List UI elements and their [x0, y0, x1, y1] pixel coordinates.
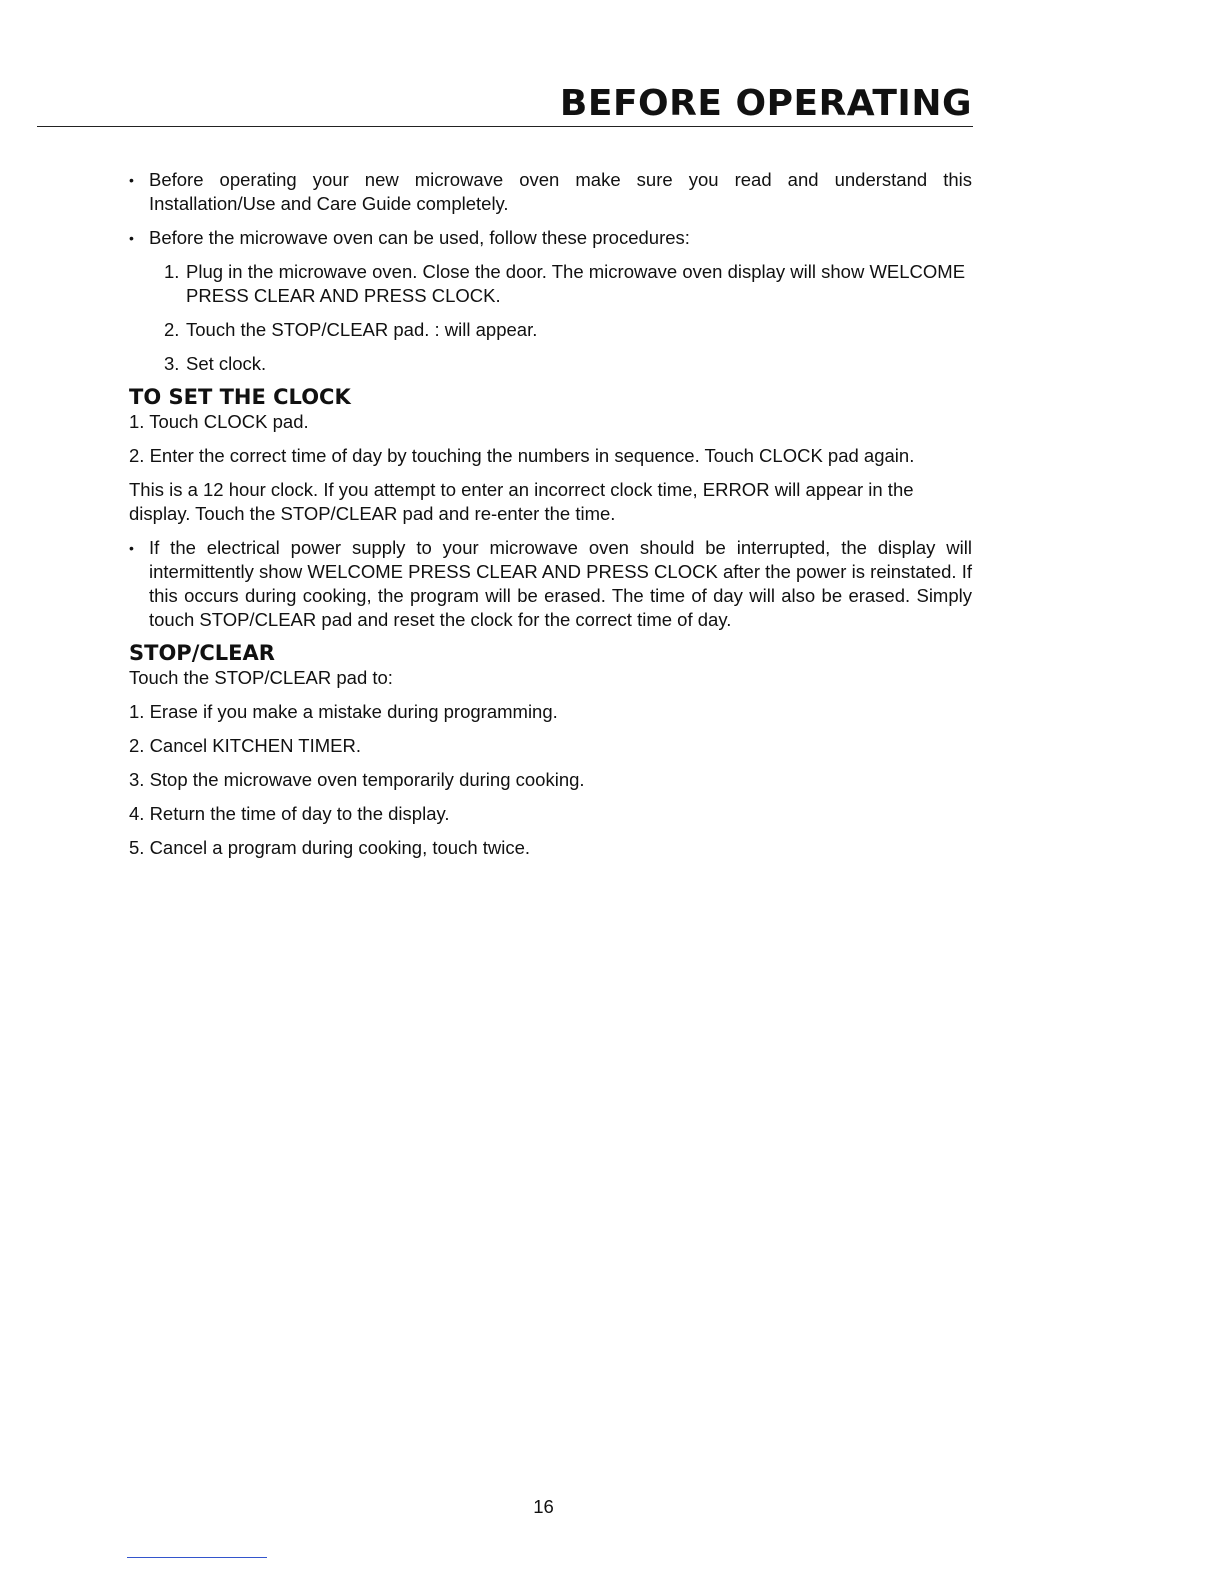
stop-clear-item: 2. Cancel KITCHEN TIMER.: [129, 735, 361, 756]
stop-clear-item: 4. Return the time of day to the display.: [129, 803, 450, 824]
intro-bullet-read-guide: • Before operating your new microwave oven make sure you read and understand this Installation/Use and Care Guide completely.: [129, 168, 972, 216]
step-number: 3.: [164, 353, 180, 374]
step-text: Plug in the microwave oven. Close the door. The microwave oven display will show WELCOME PRESS CLEAR AND PRESS CLOCK.: [186, 261, 966, 306]
procedure-step: [129, 260, 972, 308]
footer-rule: [127, 1557, 267, 1558]
section-heading-stop-clear: STOP/CLEAR: [129, 641, 275, 665]
page-title: BEFORE OPERATING: [559, 83, 972, 124]
page-number: 16: [533, 1496, 554, 1517]
title-rule: [37, 126, 973, 127]
section-heading-set-clock: TO SET THE CLOCK: [129, 385, 351, 409]
step-number: 2.: [164, 319, 180, 340]
stop-clear-item: 5. Cancel a program during cooking, touch twice.: [129, 837, 531, 858]
stop-clear-item: 1. Erase if you make a mistake during programming.: [129, 701, 558, 722]
clock-step: 1. Touch CLOCK pad.: [129, 411, 309, 432]
step-number: 1.: [164, 261, 180, 282]
stop-clear-item: 3. Stop the microwave oven temporarily during cooking.: [129, 769, 585, 790]
procedure-step: [129, 352, 972, 376]
clock-note: This is a 12 hour clock. If you attempt to enter an incorrect clock time, ERROR will appear in the display. Touch the STOP/CLEAR pad and re-enter the time.: [129, 479, 914, 524]
page-content: [129, 168, 972, 860]
step-text: Set clock.: [186, 353, 267, 374]
clock-step: 2. Enter the correct time of day by touching the numbers in sequence. Touch CLOCK pad again.: [129, 445, 915, 466]
power-interruption-bullet: • If the electrical power supply to your microwave oven should be interrupted, the display will intermittently show WELCOME PRESS CLEAR AND PRESS CLOCK after the power is reinstated. If this occurs during cooking, the program will be erased. The time of day will also be erased. Simply touch STOP/CLEAR pad and reset the clock for the correct time of day.: [129, 536, 972, 632]
stop-clear-intro: Touch the STOP/CLEAR pad to:: [129, 667, 393, 688]
procedure-step: [129, 318, 972, 342]
step-text: Touch the STOP/CLEAR pad. : will appear.: [186, 319, 538, 340]
intro-bullet-procedures: • Before the microwave oven can be used, follow these procedures:: [129, 226, 972, 250]
